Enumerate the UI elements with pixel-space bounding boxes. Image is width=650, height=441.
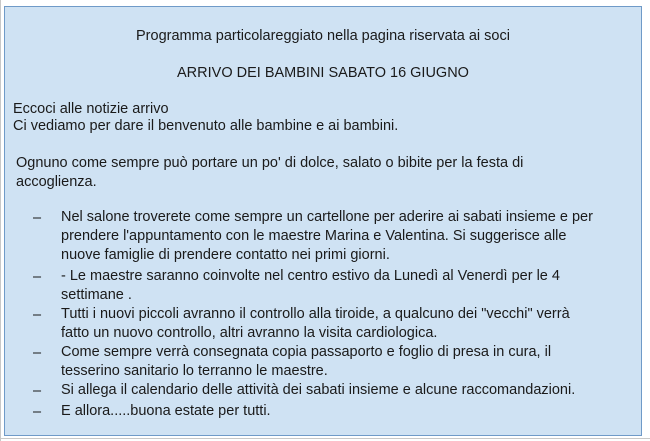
list-item bbox=[61, 267, 641, 305]
list-item-line: Si allega il calendario delle attività dei sabati insieme e alcune raccomandazioni. bbox=[61, 382, 576, 398]
header-title: ARRIVO DEI BAMBINI SABATO 16 GIUGNO bbox=[177, 65, 469, 81]
paragraph-line-1: Ognuno come sempre può portare un po' di dolce, salato o bibite per la festa di bbox=[16, 155, 524, 171]
list-item-line: fatto un nuovo controllo, altri avranno la visita cardiologica. bbox=[61, 325, 438, 341]
bullet-dash: – bbox=[33, 383, 42, 399]
list-item-line: E allora.....buona estate per tutti. bbox=[61, 403, 271, 419]
notice-box bbox=[4, 6, 642, 436]
bullet-dash: – bbox=[33, 404, 42, 420]
bullet-dash: – bbox=[33, 345, 42, 361]
list-item bbox=[61, 305, 641, 343]
bullet-dash: – bbox=[33, 210, 42, 226]
list-item-line: tesserino sanitario lo terranno le maestre. bbox=[61, 363, 328, 379]
list-item bbox=[61, 381, 641, 400]
list-item-line: Nel salone troverete come sempre un cartellone per aderire ai sabati insieme e per bbox=[61, 209, 593, 225]
list-item-line: - Le maestre saranno coinvolte nel centro estivo da Lunedì al Venerdì per le 4 bbox=[61, 268, 560, 284]
list-item bbox=[61, 402, 641, 421]
list-item-line: prendere l'appuntamento con le maestre Marina e Valentina. Si suggerisce alle bbox=[61, 228, 567, 244]
list-item-line: nuove famiglie di prendere contatto nei primi giorni. bbox=[61, 247, 390, 263]
frame-left-border bbox=[0, 0, 1, 441]
list-item-line: Tutti i nuovi piccoli avranno il controllo alla tiroide, a qualcuno dei "vecchi" verrà bbox=[61, 306, 570, 322]
list-item bbox=[61, 208, 641, 265]
bullet-dash: – bbox=[33, 269, 42, 285]
intro-line-2: Ci vediamo per dare il benvenuto alle bambine e ai bambini. bbox=[13, 118, 399, 134]
paragraph-line-2: accoglienza. bbox=[16, 174, 97, 190]
list-item bbox=[61, 343, 641, 381]
intro-line-1: Eccoci alle notizie arrivo bbox=[13, 101, 169, 117]
frame-bottom-border bbox=[0, 438, 650, 439]
list-item-line: Come sempre verrà consegnata copia passaporto e foglio di presa in cura, il bbox=[61, 344, 552, 360]
list-item-line: settimane . bbox=[61, 287, 132, 303]
header-subtitle: Programma particolareggiato nella pagina riservata ai soci bbox=[136, 28, 510, 44]
bullet-dash: – bbox=[33, 307, 42, 323]
